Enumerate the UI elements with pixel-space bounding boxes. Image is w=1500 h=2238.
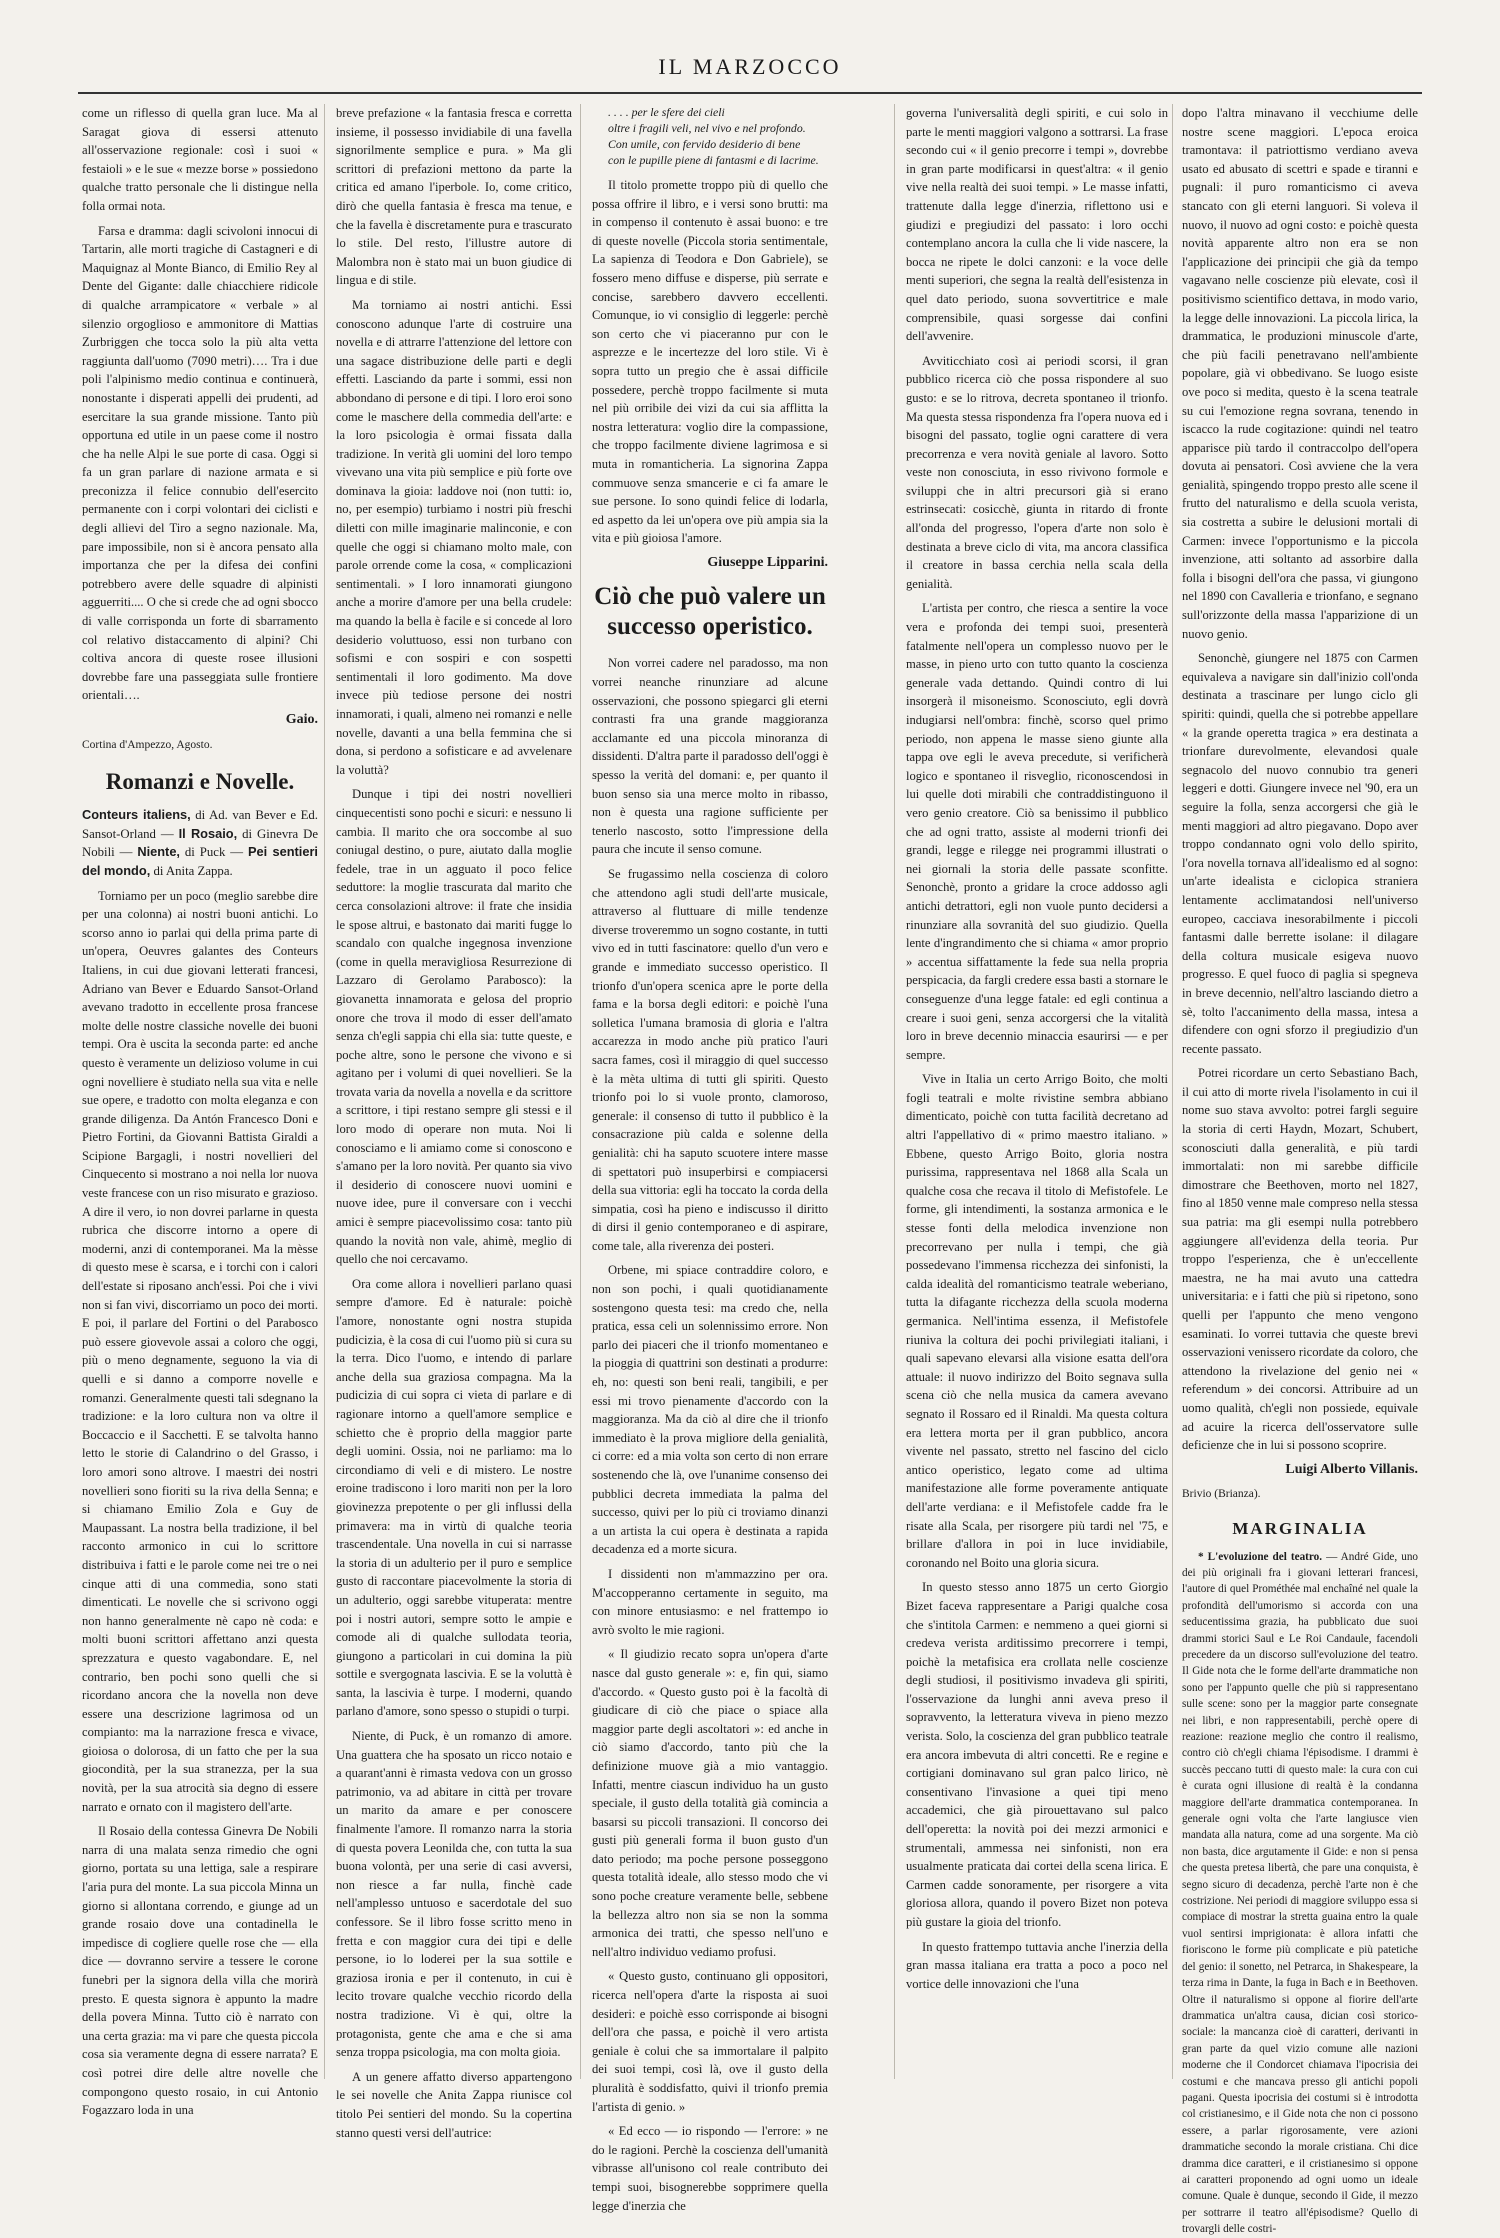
book-title: Niente,	[137, 844, 180, 860]
paragraph: governa l'universalità degli spiriti, e cui solo in parte le menti maggiori valgono a sottrarsi. La frase secondo cui « il genio precorre i tempi », dovrebbe in gran parte modificarsi in quest'altra: « il genio vive nella realtà dei suoi tempi. » Le masse infatti, trattenute dalla legge d'inerzia, riflettono usi e giudizi e pregiudizi del passato: i loro occhi contemplano ancora la culla che li vide nascere, la bocca ne ripete le dolci canzoni: e la voce delle menti superiori, che segna la realtà dell'esistenza in quel dato periodo, suona sovvertitrice e male comprensibile, quasi sorgesse dai confini dell'avvenire.	[906, 106, 1168, 344]
paragraph: In questo frattempo tuttavia anche l'inerzia della gran massa italiana era tratta a poco a poco nel vortice delle innovazioni che l'una	[906, 1939, 1168, 1991]
book-authors: di Ad. van Bever e Ed. Sansot-Orland —	[82, 808, 318, 841]
paragraph: Dunque i tipi dei nostri novellieri cinquecentisti sono pochi e sicuri: e nessuno li cambia. Il marito che ora soccombe al suo coniugal destino, o pure, aiutato dalla moglie fedele, trae in un agguato il poco felice seduttore: la moglie trascurata dal marito che cerca consolazioni altrove: il frate che insidia le spose altrui, e bastonato dai mariti fugge lo scandalo con qualche ingegnosa invenzione (come in quella meravigliosa Resurrezione di Lazzaro di Gerolamo Parabosco): la giovanetta innamorata e gelosa del proprio onore che trova il modo di esser dell'amato senza ch'egli sappia chi ella sia: tutte queste, e poche altre, sono le persone che vivono e si agitano per i volumi di quei novellieri. Se la trovata varia da novella a novella e da scrittore a scrittore, i tipi restano sempre gli stessi e il loro modo di operare non muta. Noi li conosciamo e li amiamo come si conoscono e s'amano per la loro novità. Per quanto sia vivo il desiderio di conoscere nuovi uomini e nuove idee, pure il conversare con i vecchi amici è sempre piacevolissimo cosa: tanto più quando la novità non vale, ahimè, meglio di quello che noi cercavamo.	[336, 787, 572, 1267]
author-signature: Luigi Alberto Villanis.	[1285, 1461, 1418, 1477]
masthead: IL MARZOCCO	[658, 54, 842, 79]
paragraph: « Questo gusto, continuano gli oppositori, ricerca nell'opera d'arte la risposta ai suoi desideri: e poichè esso corrisponde ai bisogni dell'ora che passa, e poichè il vero artista geniale è colui che sa immortalare il palpito dei suoi tempi, così là, ove il gusto della pluralità è soddisfatto, quivi il trionfo premia l'artista di genio. »	[592, 1969, 828, 2114]
paragraph: Se frugassimo nella coscienza di coloro che attendono agli studi dell'arte musicale, attraverso al fluttuare di mille tendenze diverse troveremmo un sogno costante, in tutti vivo ed in tutti fascinatore: quello d'un vero e grande e immediato successo operistico. Il trionfo d'un'opera scenica apre le porte della fama e la borsa degli editori: e poichè l'una solletica l'umana bramosia di gloria e l'altra accarezza in modo anche più pratico l'auri sacra fames, così il miraggio di quel successo è la mèta ultima di tutti gli spiriti. Questo trionfo poi lo si vuole pronto, clamoroso, generale: il consenso di tutto il pubblico è la consacrazione più calda e solenne della genialità: chi ha saputo scuotere intere masse di spettatori può insuperbirsi e compiacersi della sua vittoria: egli ha toccato la corda della simpatia, così ha pieno e indiscusso il diritto di dirsi il genio contemporaneo e di aspirare, come tale, alla riverenza dei posteri.	[592, 867, 828, 1253]
book-title: Conteurs italiens,	[82, 807, 191, 823]
column-divider	[580, 104, 581, 2079]
paragraph: « Ed ecco — io rispondo — l'errore: » ne do le ragioni. Perchè la coscienza dell'umanità vibrasse all'unisono col reale contributo dei tempi suoi, bisognerebbe sopprimere quella legge d'inerzia che	[592, 2124, 828, 2213]
section-title: MARGINALIA	[1232, 1518, 1368, 1538]
review-heading	[82, 806, 318, 880]
column-4	[906, 104, 1168, 2079]
book-authors: di Puck —	[180, 845, 248, 860]
section-title: Romanzi e Novelle.	[105, 769, 295, 795]
column-divider	[324, 104, 325, 2079]
book-authors: di Anita Zappa.	[150, 863, 233, 878]
paragraph: Farsa e dramma: dagli scivoloni innocui di Tartarin, alle morti tragiche di Castagneri e di Maquignaz al Monte Bianco, di Emilio Rey al Dente del Gigante: dalle chiacchiere ridicole di qualche arrampicatore « verbale » al silenzio orgoglioso e ammonitore di Mattias Zurbriggen che tocca solo la più alta vetta raggiunta dall'uomo (7090 metri)…. Tra i due poli l'alpinismo medio continua e continuerà, nonostante i disperati appelli dei prudenti, ad esercitare la sua grande missione. Tanto più opportuna ed utile in un paese come il nostro che ha nelle Alpi le sue porte di casa. Oggi si fa un gran parlare di nazione armata e si preconizza il felice connubio dell'esercito permanente con i corpi volontari dei ciclisti e degli allievi del Tiro a segno nazionale. Ma, pare impossibile, non si è ancora pensato alla importanza che per la difesa dei confini potrebbero avere delle squadre di alpinisti agguerriti.... O che si crede che ad ogni sbocco di valle corrisponda un forte di sbarramento col relativo distaccamento di alpini? Chi coltiva ancora di queste rosee illusioni dovrebbe fare una passeggiata sulle frontiere orientali….	[82, 223, 318, 703]
book-title: Pei sentieri del mondo,	[82, 844, 318, 878]
column-1	[82, 104, 319, 2118]
dateline: Cortina d'Ampezzo, Agosto.	[82, 738, 213, 751]
masthead-rule	[78, 92, 1422, 94]
paragraph: Ma torniamo ai nostri antichi. Essi conoscono adunque l'arte di costruire una novella e di attrarre l'attenzione del lettore con una sagace distribuzione delle parti e degli effetti. Lasciando da parte i sommi, essi non abbondano di persone e di tipi. I loro eroi sono come le maschere della commedia dell'arte: e la loro psicologia è ormai fissata dalla tradizione. In verità gli uomini del loro tempo vivevano una vita più semplice e più forte ove dominava la gioia: laddove noi (non tutti: io, no, per esempio) turbiamo i nostri più freschi diletti con mille imaginarie malinconie, e con quelle che oggi si chiamano molto male, con parole orrende come la cosa, « complicazioni sentimentali. » I loro innamorati giungono anche a morire d'amore per una bella crudele: ma quando la bella è facile e si concede al loro desiderio voluttuoso, essi non turbano con sofismi e con sospiri e con sospetti sentimentali il loro godimento. Ma dove invece più tediose persone dei nostri innamorati, i quali, almeno nei romanzi e nelle novelle, davanti a una bella femmina che si dona, si perdono a sofisticare e ad avvelenare la voluttà?	[336, 297, 572, 777]
marginalia-item	[1182, 1549, 1418, 2238]
paragraph: Senonchè, giungere nel 1875 con Carmen equivaleva a navigare sin dall'inizio coll'onda destinata a trascinare per lungo ciclo gli spiriti: quindi, quella che si potrebbe appellare « la grande operetta tragica » era destinata a trionfare durevolmente, elevandosi quale segnacolo del nuovo connubio tra generi leggeri e dotti. Giungere invece nel '90, era un seguire la folla, senza accorgersi che già le menti maggiori ad altro piegavano. Dopo aver troppo condannato ogni volo dello spirito, l'ora novella tornava all'idealismo ed al sogno: un'arte idealista e ciclopica straniera lentamente acclimatandosi nell'universo europeo, cacciava inesorabilmente i piccoli fantasmi dalle berrette isolane: il dilagare della coltura musicale esigeva nuovo progresso. E quel fuoco di paglia si spegneva in breve decennio, nell'altro lasciando dietro a sè, tolto l'accanimento della massa, intesa a difendere con ogni sforzo il pregiudizio d'un recente passato.	[1182, 651, 1418, 1056]
paragraph: Niente, di Puck, è un romanzo di amore. Una guattera che ha sposato un ricco notaio e a quarant'anni è rimasta vedova con un grosso patrimonio, va ad abitare in città per trovare un marito da amare e per conoscere finalmente l'amore. Il romanzo narra la storia di questa povera Leonilda che, con tutta la sua buona volontà, per una serie di casi avversi, non riesce a far nulla, finchè cade nell'amplesso untuoso e sacerdotale del suo confessore. Se il libro fosse scritto meno in fretta e con maggior cura dei tipi e delle persone, io lo loderei per la sua sottile e graziosa ironia e per il contenuto, in cui è lecito trovare qualche vecchio ricordo della nostra tradizione. Vi è qui, oltre la protagonista, gente che ama e che si ama senza troppa psicologia, ma con molta gioia.	[336, 1729, 572, 2060]
verse-line: . . . . per le sfere dei cieli	[608, 105, 725, 119]
book-authors: di Ginevra De Nobili —	[82, 826, 319, 860]
paragraph: Non vorrei cadere nel paradosso, ma non vorrei neanche rinunziare ad alcune osservazioni, che possono spiegarci gli eterni contrasti fra una grande maggioranza acclamante ed una piccola minoranza di dissidenti. D'altra parte il paradosso dell'oggi è spesso la verità del domani: e, per quanto il buon senso sia una merce molto in ribasso, non è questa una ragione sufficiente per tenerlo nascosto, sotto l'impressione della paura che incute il senso comune.	[592, 656, 828, 857]
article-title: Ciò che può valere un successo operistico.	[594, 583, 826, 641]
paragraph: I dissidenti non m'ammazzino per ora. M'accopperanno certamente in seguito, ma con minore entusiasmo: e nel frattempo io avrò svolto le mie ragioni.	[592, 1566, 828, 1637]
marginalia-text: — André Gide, uno dei più originali fra i giovani letterari francesi, l'autore di quel Prométhée mal enchaîné nel quale la profondità dell'umorismo si accorda con una seducentissima grazia, ha pubblicato due suoi drammi storici Saul e Le Roi Candaule, facendoli precedere da un discorso sull'evoluzione del teatro. Il Gide nota che le forme dell'arte drammatiche non sono per l'appunto quelle che più si rappresentano sulle scene: sono per la maggior parte consegnate nei libri, e non rappresentabili, perchè opere di reazione: reazione meglio che contro il realismo, contro ciò ch'egli chiama l'épisodisme. I drammi è succès peccano tutti di questo male: la cura con cui è curata ogni illusione di realtà è la condanna maggiore dell'arte drammatica contemporanea. In generale ogni volta che l'arte langiusce vien mandata alla natura, come ad una sorgente. Ma ciò non basta, dice argutamente il Gide: e non si pensa che questa pretesa libertà, che pare una conquista, è segno sicuro di decadenza, perchè l'arte non è che costrizione. Nei periodi di maggiore sviluppo essa si compiace di mostrar la stretta guaina entro la quale vuol sentirsi imprigionata: è allora infatti che fioriscono le forme più complicate e più patetiche del genio: il sonetto, nel Petrarca, in Shakespeare, la terza rima in Dante, la fuga in Bach e in Beethoven. Oltre il naturalismo si oppone al fiorire dell'arte drammatica un'altra causa, dician così storico-sociale: la mancanza cioè di caratteri, derivanti in gran parte da quel vizio comune alle nazioni moderne che il Condorcet chiamava l'ipocrisia dei costumi e che mancava presso gli antichi popoli pagani. Questa ipocrisia dei costumi si è introdotta col cristianesimo, e il Gide nota che non ci possono essere, a parlar rigorosamente, vere azioni drammatiche secondo la morale cristiana. Chi dice dramma dice caratteri, e il cristianesimo si oppone ai caratteri proponendo ad ogni uomo un ideale comune. Quale è dunque, secondo il Gide, il mezzo per sottrarre il teatro all'épisodisme? Quello di trovargli delle costri-	[1182, 1550, 1419, 2236]
paragraph: Il Rosaio della contessa Ginevra De Nobili narra di una malata senza rimedio che ogni giorno, portata su una lettiga, sale a respirare l'aria pura del monte. La sua piccola Minna un giorno si allontana correndo, e giunge ad un grande rosaio dove una contadinella le impedisce di cogliere quelle rose che — ella dice — dovranno servire a tessere le corone funebri per la signora della villa che morirà presto. E questa signora è appunto la madre della povera Minna. Tutto ciò è narrato con una certa grazia: ma vi pare che questa piccola cosa sia veramente degna di essere narrata? E così potrei dire delle altre novelle che compongono questo rosaio, in cui Antonio Fogazzaro loda in una	[82, 1824, 318, 2118]
paragraph: breve prefazione « la fantasia fresca e corretta insieme, il possesso invidiabile di una favella signorilmente semplice e pura. » Ma gli scrittori di prefazioni mettono da parte la critica ed amano l'iperbole. Io, come critico, dirò che quella fantasia è fresca ma tenue, e che la favella è discretamente pura e trascurato lo stile. Del resto, l'illustre autore di Malombra non è stato mai un buon giudice di lingua e di stile.	[336, 106, 572, 288]
paragraph: dopo l'altra minavano il vecchiume delle nostre scene maggiori. L'epoca eroica tramontava: il patriottismo verdiano aveva usato ed abusato di scettri e spade e tiranni e pugnali: il puro romanticismo ci aveva stancato con gli eterni languori. Si voleva il nuovo, il nuovo ad ogni costo: e poichè questa novità apparente altro non era se non l'applicazione dei principii che già da tempo vagavano nelle coscienze più elevate, così il positivismo scientifico dettava, in modo vario, la legge delle innovazioni. La piccola lirica, la drammatica, le produzioni minuscole d'arte, che più facili penetravano nell'ambiente popolare, già vi obbedivano. Se luogo esiste ove poco si medita, questo è la scena teatrale su cui l'emozione regna sovrana, tenendo in iscacco la rude cogitazione: quindi nel teatro apparisce più tardo il contraccolpo dell'opera dovuta ai pensatori. Così avviene che la vera genialità, spingendo troppo presto alle scene il frutto del naturalismo e della scuola verista, sia costretta a subire le delusioni mortali di Carmen: invece l'opportunismo e la piccola invenzione, atti soltanto ad assorbire dalla folla i bisogni dell'ora che passa, vi giungono nel 1890 con Cavalleria e trionfano, e segnano sull'orizzonte della massa l'apparizione di un nuovo genio.	[1182, 106, 1418, 641]
verse-line: oltre i fragili veli, nel vivo e nel profondo.	[608, 121, 806, 135]
column-divider	[1172, 104, 1173, 2079]
paragraph: L'artista per contro, che riesca a sentire la voce vera e profonda dei tempi suoi, presenterà fatalmente nell'opera un complesso nuovo per le masse, in pieno urto con tutto quanto la coscienza generale vada dettando. Quindi contro di lui insorgerà il misoneismo. Sconosciuto, egli dovrà indugiarsi nell'ombra: finchè, scorso quel primo periodo, non appena le masse sieno giunte alla tappa ove egli le aveva precedute, si verificherà logico e spontaneo il risveglio, riconoscendosi in lui quelle doti mirabili che contraddistinguono il vero genio creatore. Ciò sa benissimo il pubblico che ad ogni tratto, assiste al moderni trionfi dei grandi, legge e rilegge nei programmi illustrati o nei giornali la storia delle passate sconfitte. Senonchè, pronto a gridare la croce addosso agli antichi detrattori, egli non vuole punto decidersi a rinunziare alla sovranità del suo giudizio. Quella lente d'ingrandimento che si chiama « amor proprio » accentua siffattamente la fede sua nella propria perspicacia, da fargli credere essa basti a stornare le conseguenze d'una legge fatale: ed egli continua a creare i suoi geni, senza accorgersi che la vitalità loro in breve decennio minaccia esaurirsi — e per sempre.	[906, 601, 1168, 1062]
paragraph: In questo stesso anno 1875 un certo Giorgio Bizet faceva rappresentare a Parigi qualche cosa che s'intitola Carmen: e nemmeno a quei giorni si credeva verista arditissimo precorrere i tempi, poichè la metafisica era crollata nelle coscienze degli studiosi, il positivismo invadeva gli spiriti, l'osservazione da lunghi anni aveva preso il sopravvento, la letteratura viveva in pieno mezzo verista. Solo, la coscienza del gran pubblico teatrale era ancora imbevuta di altri concetti. Re e regine e cortigiani dominavano sul gran palco lirico, nè consentivano l'invasione a quei tipi meno accademici, che già pirouettavano sul palco dell'operetta: la novità poi dei mezzi armonici e strumentali, ammessa nei sinfonisti, non era usualmente praticata dai cortei della scena lirica. E Carmen cadde sonoramente, per risorgere a vita gloriosa allora, quando il povero Bizet non poteva più gustare la gioia del trionfo.	[906, 1580, 1168, 1929]
verse-quote	[608, 104, 828, 168]
paragraph: come un riflesso di quella gran luce. Ma al Saragat giova di essersi attenuto all'osservazione regionale: così i suoi « festaioli » e le sue « mezze borse » possiedono qualche tratto personale che li distingue nella folla ormai nota.	[82, 106, 318, 213]
paragraph: Orbene, mi spiace contraddire coloro, e non son pochi, i quali quotidianamente sostengono questa tesi: ma credo che, nella pratica, essa celi un solennissimo errore. Non parlo dei piaceri che il trionfo momentaneo e la pioggia di quattrini son destinati a produrre: eh, no: questi son beni reali, tangibili, e per essi mi trovo pienamente d'accordo con la maggioranza. Ma da ciò al dire che il trionfo immediato è la prova migliore della genialità, ci corre: ed a mia volta son certo di non errare sostenendo che là, ove l'unanime consenso dei pubblici decreta immediata la palma del successo, quivi per lo più ci troviamo dinanzi a un artista la cui opera è destinata a rapida decadenza ed a morte sicura.	[592, 1263, 828, 1557]
verse-line: Con umile, con fervido desiderio di bene	[608, 137, 801, 151]
column-2	[336, 104, 572, 2140]
column-divider	[894, 104, 895, 2079]
paragraph: Vive in Italia un certo Arrigo Boito, che molti fogli teatrali e molte rivistine sembra abbiano dimenticato, poichè con tutta facilità decretano ad altri l'appellativo di « primo maestro italiano. » Ebbene, questo Arrigo Boito, gloria nostra purissima, rappresentava nel 1868 alla Scala un qualche cosa che recava il titolo di Mefistofele. Le forme, gli intendimenti, la sostanza armonica e le stesse fonti della melodica invenzione non precorrevano per nulla i tempi, che già possedevano l'immensa ricchezza dei sinfonisti, la calda idealità del romanticismo teatrale weberiano, tutta la difagante ricchezza della scuola moderna germanica. Nell'intima essenza, il Mefistofele riuniva la coltura dei pochi privilegiati italiani, i quali sapevano elevarsi alla visione esatta dell'ora attuale: il nuovo indirizzo del Boito segnava sulla scena ciò che nella musica da camera avevano segnato il Rossaro ed il Rinaldi. Ma questa coltura era lettera morta per il gran pubblico, ancora vivente nel passato, stretto nel fascino del ciclo antico operistico, legato come ad ultima manifestazione alle forme poveramente antiquate dell'arte verdiana: e il Mefistofele cadde fra le risate alla Scala, per risorgere più tardi nel '75, e brillare d'allora in poi in luce invidiabile, coronando nel Boito una gloria sicura.	[906, 1072, 1168, 1570]
paragraph: Avviticchiato così ai periodi scorsi, il gran pubblico ricerca ciò che possa rispondere al suo gusto: e se lo ritrova, decreta spontaneo il trionfo. Ma questa stessa rispondenza fra l'opera nuova ed i bisogni del passato, toglie ogni carattere di vera precorrenza e vera novità geniale al lavoro. Sotto veste non conosciuta, in esso rivivono formole e sviluppi che in altri precursori già si erano estrinsecati: cosicchè, giunta in ritardo di fronte all'onda del progresso, l'opera d'arte non solo è destinata a breve ciclo di vita, ma ancora classifica il creatore in bassa cerchia nella scala della genialità.	[906, 353, 1168, 591]
verse-line: con le pupille piene di fantasmi e di lacrime.	[608, 153, 819, 167]
paragraph: Torniamo per un poco (meglio sarebbe dire per una colonna) ai nostri buoni antichi. Lo scorso anno io parlai qui della prima parte di un'opera, Oeuvres galantes des Conteurs Italiens, in cui due giovani letterati francesi, Adriano van Bever e Eduardo Sansot-Orland avevano tradotto in eccellente prosa francese molte delle nostre classiche novelle dei buoni tempi. Ora è uscita la seconda parte: ed anche questo è veramente un delizioso volume in cui ogni novelliere è studiato nella sua vita e nelle sue opere, e tradotto con molta eleganza e con grande diligenza. Da Antón Francesco Doni e Pietro Fortini, da Giovanni Battista Giraldi a Scipione Bargagli, i nostri novellieri del Cinquecento si mostrano a noi nella lor nuova veste francese con un riso misurato e grazioso. A dire il vero, io non dovrei parlarne in questa rubrica che discorre intorno a opere di moderni, anzi di contemporanei. Ma la mèsse di questo mese è scarsa, e i torchi con i calori dell'estate si riposano anch'essi. Poi che i vivi non si fan vivi, discorriamo un poco dei morti. E poi, il parlare del Fortini o del Parabosco può essere giovevole assai a coloro che oggi, più o meno degnamente, seguono la via di quelli e si danno a comporre novelle e romanzi. Generalmente questi tali sdegnano la tradizione: e la loro cultura non va oltre il Boccaccio e il Sacchetti. E se talvolta hanno letto le storie di Calandrino o del Grasso, i loro amori sono altrove. I maestri dei nostri novellieri sono fioriti su la riva della Senna; e si chiamano Emilio Zola e Guy de Maupassant. La nostra bella tradizione, il bel racconto armonico in cui lo scrittore distribuiva i fatti e le parole come nei tre o nei cinque atti di una commedia, sono stati dimenticati. Le novelle che si scrivono oggi non hanno generalmente nè capo nè coda: e molti buoni scrittori affettano anzi questa sprezzatura e questo vagabondare. E, nel contrario, ben pochi sono quelli che si ricordano ancora che la novella non deve essere una descrizione lagrimosa od un compianto: ma la narrazione fresca e vivace, gioiosa o dolorosa, di un fatto che per la sua giocondità, per la sua stranezza, per la sua novità, per la sua atrocità sia degno di essere narrato e ornato con il magistero dell'arte.	[82, 888, 318, 1814]
book-title: Il Rosaio,	[178, 825, 238, 841]
dateline: Brivio (Brianza).	[1182, 1488, 1261, 1501]
paragraph: Potrei ricordare un certo Sebastiano Bach, il cui atto di morte rivela l'isolamento in cui il nome suo stava avvolto: potrei fargli seguire la storia di certi Haydn, Mozart, Schubert, sconosciuti dalla generalità, e più tardi immortalati: non mi sarebbe difficile dimostrare che Beethoven, morto nel 1827, fino al 1850 venne male compreso nella stessa sua patria: ma gli esempi nulla potrebbero aggiungere all'evidenza della teoria. Pur troppo l'esperienza, che è un'eccellente maestra, ne ha mai avuto una cattedra universitaria: e i fatti che più si ripetono, sono quelli per l'appunto che meno vengono esaminati. Io vorrei tuttavia che queste brevi osservazioni venissero ricordate da coloro, che attendono la rivelazione del genio nei « referendum » dei concorsi. Attribuire ad un uomo qualità, ch'egli non possiede, equivale ad acuire la ricerca dell'osservatore sulle deficienze che in lui si possono scoprire.	[1182, 1066, 1418, 1453]
paragraph: A un genere affatto diverso appartengono le sei novelle che Anita Zappa riunisce col titolo Pei sentieri del mondo. Su la copertina stanno questi versi dell'autrice:	[336, 2069, 572, 2140]
column-5	[1182, 104, 1419, 2236]
paragraph: Ora come allora i novellieri parlano quasi sempre d'amore. Ed è naturale: poichè l'amore, nonostante ogni nostra stupida pudicizia, è la cosa di cui l'uomo più si cura su la terra. Dico l'uomo, e intendo di parlare anche della sua graziosa compagna. Ma la pudicizia di cui sopra ci vieta di parlare e di ragionare intorno a quell'amore semplice e schietto che è proprio della maggior parte degli uomini. Ossia, noi ne parliamo: ma lo circondiamo di veli e di mistero. Le nostre eroine tradiscono i loro mariti non per la loro giovinezza prepotente o per gli influssi della primavera: ma in virtù di qualche teoria trascendentale. Una novella in cui si narrasse la storia di un adulterio per il puro e semplice gusto di raccontare piacevolmente la storia di un adulterio, oggi sarebbe vituperata: mentre poi i nostri autori, sempre sotto le ampie e comode ali di qualche sullodata teoria, giungono a particolari in cui domina la più sottile e svergognata lascivia. E se la voluttà è santa, la lascivia è turpe. I moderni, quando parlano d'amore, sono spesso o stupidi o turpi.	[336, 1276, 572, 1719]
column-3	[592, 104, 828, 2213]
marginalia-heading: * L'evoluzione del teatro.	[1198, 1550, 1323, 1563]
paragraph: Il titolo promette troppo più di quello che possa offrire il libro, e i versi sono brutti: ma in compenso il contenuto è assai buono: e tre di queste novelle (Piccola storia sentimentale, La sapienza di Teodora e Don Gabriele), se fossero meno diffuse e disperse, più serrate e concise, sarebbero davvero eccellenti. Comunque, io vi consiglio di leggerle: perchè son certo che vi piaceranno pur con le asprezze e le incertezze del loro stile. Vi è sopra tutto un pregio che è assai difficile possedere, perchè troppo facilmente si muta nel più orribile dei vizi da cui sia afflitta la nostra letteratura: voglio dire la compassione, che troppo facilmente diviene lagrimosa e si muta in romanticheria. La signorina Zappa commuove senza smancerie e ci fa amare le sue persone. Io sono quindi felice di lodarla, ed aspetto da lei un'opera ove più ampia sia la vita e più gioiosa l'amore.	[592, 178, 828, 546]
author-signature: Giuseppe Lipparini.	[707, 554, 828, 570]
author-signature: Gaio.	[285, 712, 318, 727]
paragraph: « Il giudizio recato sopra un'opera d'arte nasce dal gusto generale »: e, fin qui, siamo d'accordo. « Questo gusto poi è la facoltà di giudicare di ciò che piace o spiace alla maggior parte degli ascoltatori »: ed anche in ciò siamo d'accordo, tanto più che la definizione muove già a mio vantaggio. Infatti, mentre ciascun individuo ha un gusto speciale, il gusto della totalità già comincia a basarsi su piccoli transazioni. Il concorso dei gusti più generali forma il buon gusto d'un dato periodo; ma poche persone posseggono questa totalità ideale, allo stesso modo che vi sono poche creature veramente belle, sebbene la bellezza altro non sia se non la somma armonica dei tratti, che spesso nell'uno e nell'altro individuo vediamo profusi.	[592, 1647, 828, 1959]
